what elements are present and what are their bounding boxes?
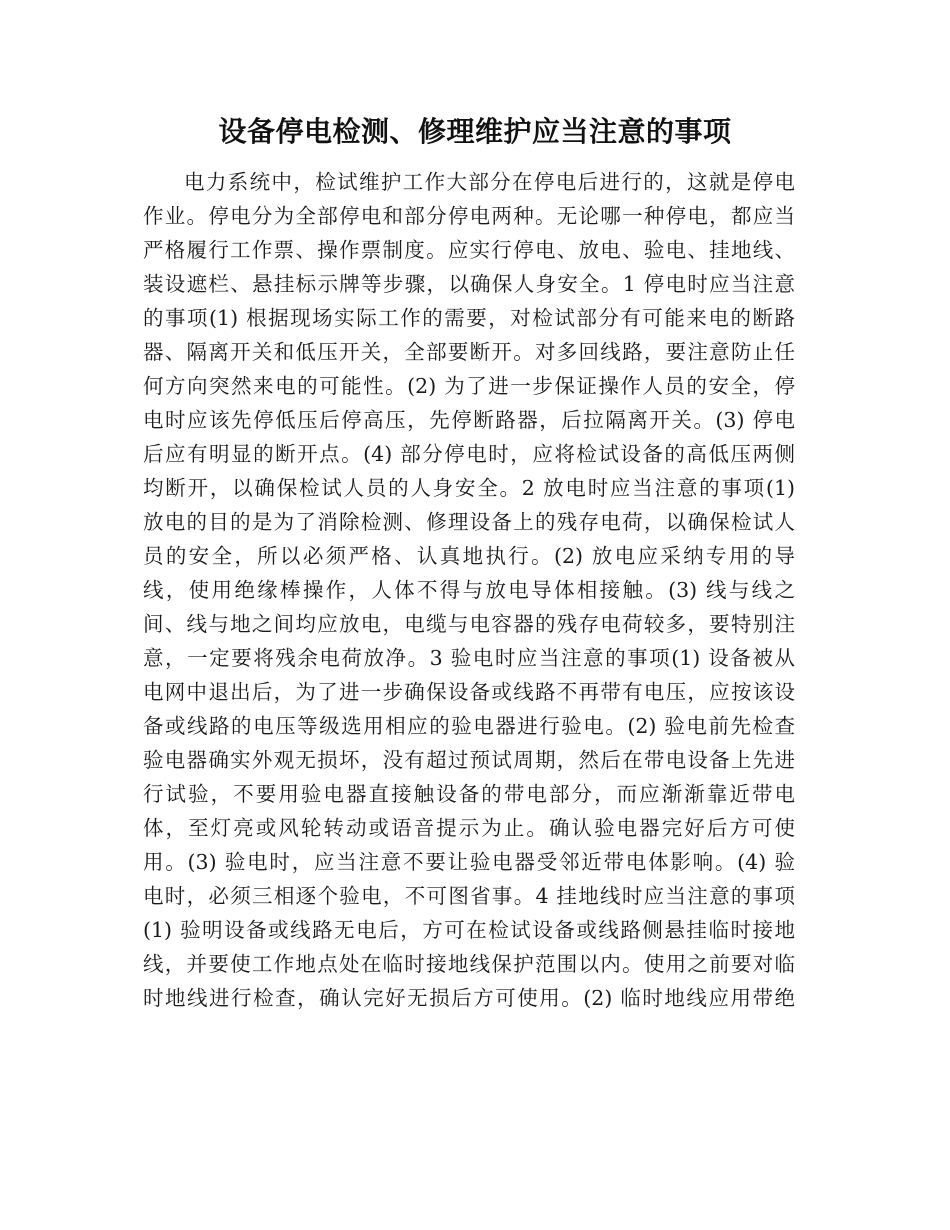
body-line: 均断开，以确保检试人员的人身安全。2 放电时应当注意的事项(1) [143, 476, 795, 500]
document-body [143, 165, 795, 1015]
body-line: 间、线与地之间均应放电，电缆与电容器的残存电荷较多，要特别注 [143, 612, 795, 636]
body-line: 线，使用绝缘棒操作，人体不得与放电导体相接触。(3) 线与线之 [143, 578, 795, 602]
body-line: 严格履行工作票、操作票制度。应实行停电、放电、验电、挂地线、 [143, 238, 795, 262]
body-line: 电力系统中，检试维护工作大部分在停电后进行的，这就是停电 [184, 170, 795, 194]
body-line: 何方向突然来电的可能性。(2) 为了进一步保证操作人员的安全，停 [143, 374, 795, 398]
body-line: 电时，必须三相逐个验电，不可图省事。4 挂地线时应当注意的事项 [143, 884, 795, 908]
body-line: 装设遮栏、悬挂标示牌等步骤，以确保人身安全。1 停电时应当注意 [143, 272, 795, 296]
body-line: 行试验，不要用验电器直接触设备的带电部分，而应渐渐靠近带电 [143, 782, 795, 806]
body-line: 意，一定要将残余电荷放净。3 验电时应当注意的事项(1) 设备被从 [143, 646, 795, 670]
body-line: 验电器确实外观无损坏，没有超过预试周期，然后在带电设备上先进 [143, 748, 795, 772]
body-line: 电时应该先停低压后停高压，先停断路器，后拉隔离开关。(3) 停电 [143, 408, 795, 432]
body-line: 作业。停电分为全部停电和部分停电两种。无论哪一种停电，都应当 [143, 204, 795, 228]
body-line: 放电的目的是为了消除检测、修理设备上的残存电荷，以确保检试人 [143, 510, 795, 534]
body-line: 后应有明显的断开点。(4) 部分停电时，应将检试设备的高低压两侧 [143, 442, 795, 466]
body-line: 的事项(1) 根据现场实际工作的需要，对检试部分有可能来电的断路 [143, 306, 795, 330]
body-line: (1) 验明设备或线路无电后，方可在检试设备或线路侧悬挂临时接地 [143, 918, 795, 942]
body-line: 器、隔离开关和低压开关，全部要断开。对多回线路，要注意防止任 [143, 340, 795, 364]
body-line: 电网中退出后，为了进一步确保设备或线路不再带有电压，应按该设 [143, 680, 795, 704]
body-line: 时地线进行检查，确认完好无损后方可使用。(2) 临时地线应用带绝 [143, 986, 795, 1010]
document-title: 设备停电检测、修理维护应当注意的事项 [218, 115, 732, 148]
body-line: 用。(3) 验电时，应当注意不要让验电器受邻近带电体影响。(4) 验 [143, 850, 795, 874]
body-line: 员的安全，所以必须严格、认真地执行。(2) 放电应采纳专用的导 [143, 544, 795, 568]
body-line: 体，至灯亮或风轮转动或语音提示为止。确认验电器完好后方可使 [143, 816, 795, 840]
body-line: 备或线路的电压等级选用相应的验电器进行验电。(2) 验电前先检查 [143, 714, 795, 738]
body-line: 线，并要使工作地点处在临时接地线保护范围以内。使用之前要对临 [143, 952, 795, 976]
